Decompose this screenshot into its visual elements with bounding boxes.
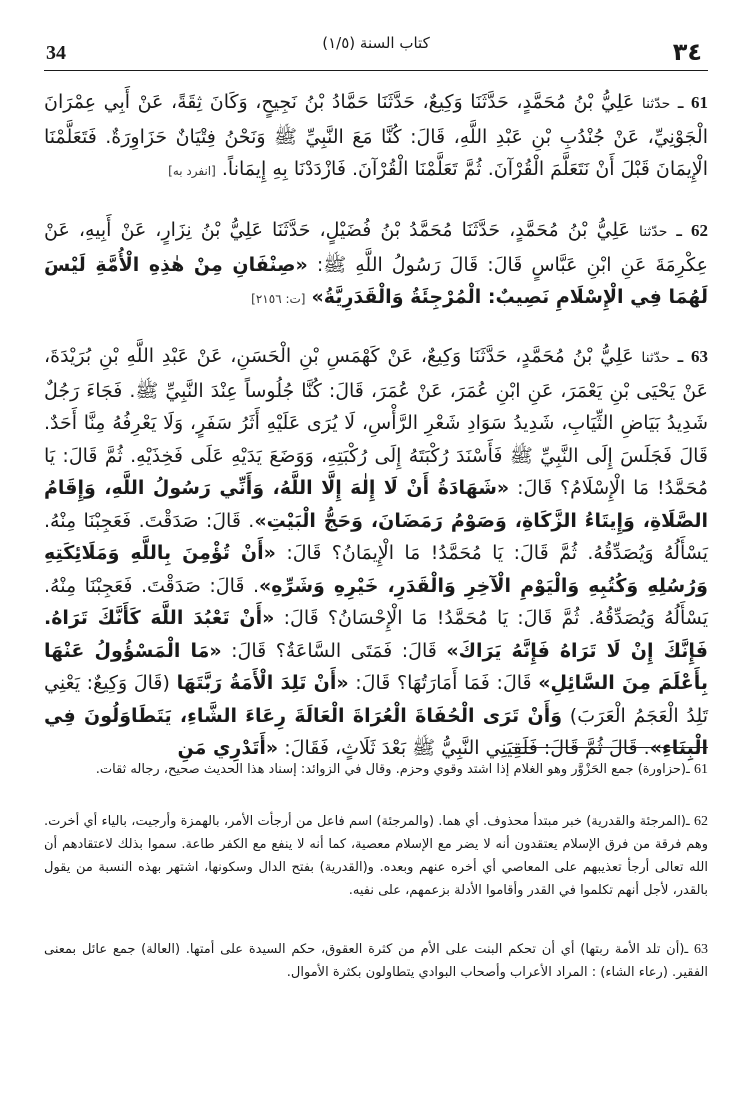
footnote-number: 62 (694, 814, 708, 829)
hadith-text: قَالَ: فَمَا أَمَارَتُهَا؟ قَالَ: (355, 672, 539, 694)
hadith-text: . قَالَ: صَدَقْتَ. فَعَجِبْنَا مِنْهُ. يَسْأَلُهُ وَيُصَدِّقُهُ. ثُمَّ قَالَ: يَا مُحَمَّدُ! مَا الْإِيمَانُ؟ قَالَ: (44, 509, 708, 564)
hadith-matn: «أَتَدْرِي مَنِ (177, 737, 279, 759)
hadith-number: 62 (690, 221, 708, 240)
hadith-text: . قَالَ: صَدَقْتَ. فَعَجِبْنَا مِنْهُ. يَسْأَلُهُ وَيُصَدِّقُهُ. ثُمَّ قَالَ: يَا مُحَمَّدُ! مَا الْإِحْسَانُ؟ قَالَ: (44, 574, 709, 629)
page-number-latin: 34 (46, 42, 66, 64)
hadith-62: 62 ـ حدّثنا عَلِيُّ بْنُ مُحَمَّدٍ، حَدَّثَنَا مُحَمَّدُ بْنُ فُضَيْلٍ، حَدَّثَنَا عَلِيُّ بْنُ نِزَارٍ، عَنْ أَبِيهِ، عَنْ عِكْرِمَةَ عَنِ ابْنِ عَبَّاسٍ قَالَ: قَالَ رَسُولُ اللَّهِ ﷺ: «صِنْفَانِ مِنْ هٰذِهِ الْأُمَّةِ لَيْسَ لَهُمَا فِي الْإِسْلَامِ نَصِيبٌ: الْمُرْجِئَةُ وَالْقَدَرِيَّةُ» [ت: ٢١٥٦] (44, 219, 709, 308)
footnote-rule (512, 747, 708, 748)
page-number-arabic: ٣٤ (672, 38, 702, 66)
book-title: (١/٥) كتاب السنة (322, 34, 430, 52)
hadith-text: عَلِيُّ بْنُ مُحَمَّدٍ، حَدَّثَنَا وَكِيعٌ، عَنْ كَهْمَسِ بْنِ الْحَسَنِ، عَنْ عَبْدِ اللَّهِ بْنِ بُرَيْدَةَ، عَنْ يَحْيَى بْنِ يَعْمَرَ، عَنِ ابْنِ عُمَرَ، عَنْ عُمَرَ، قَالَ: كُنَّا جُلُوساً عِنْدَ النَّبِيِّ ﷺ. فَجَاءَ رَجُلٌ شَدِيدُ بَيَاضِ الثِّيَابِ، شَدِيدُ سَوَادِ شَعْرِ الرَّأْسِ، لَا يُرَى عَلَيْهِ أَثَرُ سَفَرٍ، وَلَا يَعْرِفُهُ مِنَّا أَحَدٌ. قَالَ فَجَلَسَ إِلَى النَّبِيِّ ﷺ فَأَسْنَدَ رُكْبَتَهُ إِلَى رُكْبَتِهِ، وَوَضَعَ يَدَيْهِ عَلَى فَخِذَيْهِ. ثُمَّ قَالَ: يَا مُحَمَّدُ! مَا الْإِسْلَامُ؟ قَالَ: (44, 345, 709, 499)
footnote-text: ـ(المرجئة والقدرية) خبر مبتدأ محذوف. أي هما. (والمرجئة) اسم فاعل من أرجأت الأمر، بالهمزة وأرجيت، بالياء أي أخرت. وهم فرقة من فرق الإسلام يعتقدون أنه لا يضر مع الإسلام معصية، كما أنه لا ينفع مع الكفر طاعة. سموا بذلك لاعتقادهم أن الله تعالى أرجأ تعذيبهم على المعاصي أي أخره عنهم وبعده. و(القدرية) بفتح الدال وسكونها، اشتهر بهذه النسبة من يقول بالقدر، لأجل أنهم تكلموا في القدر وأقاموا الأدلة بزعمهم، على نفيه. (44, 814, 708, 898)
haddathana-glyph: حدّثنا (641, 96, 671, 112)
footnote-61 (44, 758, 708, 781)
footnote-63 (44, 938, 708, 984)
hadith-63: 63 ـ حدّثنا عَلِيُّ بْنُ مُحَمَّدٍ، حَدَّثَنَا وَكِيعٌ، عَنْ كَهْمَسِ بْنِ الْحَسَنِ، عَنْ عَبْدِ اللَّهِ بْنِ بُرَيْدَةَ، عَنْ يَحْيَى بْنِ يَعْمَرَ، عَنِ ابْنِ عُمَرَ، عَنْ عُمَرَ، قَالَ: كُنَّا جُلُوساً عِنْدَ النَّبِيِّ ﷺ. فَجَاءَ رَجُلٌ شَدِيدُ بَيَاضِ الثِّيَابِ، شَدِيدُ سَوَادِ شَعْرِ الرَّأْسِ، لَا يُرَى عَلَيْهِ أَثَرُ سَفَرٍ، وَلَا يَعْرِفُهُ مِنَّا أَحَدٌ. قَالَ فَجَلَسَ إِلَى النَّبِيِّ ﷺ فَأَسْنَدَ رُكْبَتَهُ إِلَى رُكْبَتِهِ، وَوَضَعَ يَدَيْهِ عَلَى فَخِذَيْهِ. ثُمَّ قَالَ: يَا مُحَمَّدُ! مَا الْإِسْلَامُ؟ قَالَ: «شَهَادَةُ أَنْ لَا إِلٰهَ إِلَّا اللَّهُ، وَأَنِّي رَسُولُ اللَّهِ، وَإِقَامُ الصَّلَاةِ، وَإِيتَاءُ الزَّكَاةِ، وَصَوْمُ رَمَضَانَ، وَحَجُّ الْبَيْتِ». قَالَ: صَدَقْتَ. فَعَجِبْنَا مِنْهُ. يَسْأَلُهُ وَيُصَدِّقُهُ. ثُمَّ قَالَ: يَا مُحَمَّدُ! مَا الْإِيمَانُ؟ قَالَ: «أَنْ تُؤْمِنَ بِاللَّهِ وَمَلَائِكَتِهِ وَرُسُلِهِ وَكُتُبِهِ وَالْيَوْمِ الْآخِرِ وَالْقَدَرِ، خَيْرِهِ وَشَرِّهِ». قَالَ: صَدَقْتَ. فَعَجِبْنَا مِنْهُ. يَسْأَلُهُ وَيُصَدِّقُهُ. ثُمَّ قَالَ: يَا مُحَمَّدُ! مَا الْإِحْسَانُ؟ قَالَ: «أَنْ تَعْبُدَ اللَّهَ كَأَنَّكَ تَرَاهُ. فَإِنَّكَ إِنْ لَا تَرَاهُ فَإِنَّهُ يَرَاكَ» قَالَ: فَمَتَى السَّاعَةُ؟ قَالَ: «مَا الْمَسْؤُولُ عَنْهَا بِأَعْلَمَ مِنَ السَّائِلِ» قَالَ: فَمَا أَمَارَتُهَا؟ قَالَ: «أَنْ تَلِدَ الْأَمَةُ رَبَّتَهَا (قَالَ وَكِيعٌ: يَعْنِي تَلِدُ الْعَجَمُ الْعَرَبَ) وَأَنْ تَرَى الْحُفَاةَ الْعُرَاةَ الْعَالَةَ رِعَاءَ الشَّاءِ، يَتَطَاوَلُونَ فِي الْبِنَاءِ». قَالَ ثُمَّ قَالَ: فَلَقِيَنِي النَّبِيُّ ﷺ بَعْدَ ثَلَاثٍ، فَقَالَ: «أَتَدْرِي مَنِ (44, 345, 709, 759)
haddathana-glyph: حدّثنا (638, 224, 668, 240)
haddathana-glyph: حدّثنا (641, 350, 670, 366)
hadith-note: [ت: ٢١٥٦] (251, 292, 306, 306)
hadith-matn: «أَنْ تُؤْمِنَ بِاللَّهِ وَمَلَائِكَتِهِ وَرُسُلِهِ وَكُتُبِهِ وَالْيَوْمِ الْآخِرِ وَالْقَدَرِ، خَيْرِهِ وَشَرِّهِ» (44, 542, 708, 597)
hadith-text: قَالَ: فَمَتَى السَّاعَةُ؟ قَالَ: (231, 639, 447, 662)
hadith-matn: «أَنْ تَعْبُدَ اللَّهَ كَأَنَّكَ تَرَاهُ. فَإِنَّكَ إِنْ لَا تَرَاهُ فَإِنَّهُ يَرَاكَ» (44, 607, 709, 662)
hadith-matn: «شَهَادَةُ أَنْ لَا إِلٰهَ إِلَّا اللَّهُ، وَأَنِّي رَسُولُ اللَّهِ، وَإِقَامُ الصَّلَاةِ، وَإِيتَاءُ الزَّكَاةِ، وَصَوْمُ رَمَضَانَ، وَحَجُّ الْبَيْتِ» (44, 477, 708, 532)
hadith-text: (قَالَ وَكِيعٌ: يَعْنِي تَلِدُ الْعَجَمُ الْعَرَبَ) (44, 672, 708, 727)
book-page (44, 0, 708, 1094)
header-rule (44, 70, 708, 71)
hadith-text: . قَالَ ثُمَّ قَالَ: فَلَقِيَنِي النَّبِيُّ ﷺ بَعْدَ ثَلَاثٍ، فَقَالَ: (284, 737, 650, 759)
footnote-number: 61 (694, 762, 708, 777)
hadith-matn: «مَا الْمَسْؤُولُ عَنْهَا بِأَعْلَمَ مِنَ السَّائِلِ» (44, 639, 709, 694)
hadith-matn: «صِنْفَانِ مِنْ هٰذِهِ الْأُمَّةِ لَيْسَ لَهُمَا فِي الْإِسْلَامِ نَصِيبٌ: الْمُرْجِئَةُ وَالْقَدَرِيَّةُ» (44, 253, 708, 308)
page-header (44, 30, 708, 74)
hadith-61: 61 ـ حدّثنا عَلِيُّ بْنُ مُحَمَّدٍ، حَدَّثَنَا وَكِيعٌ، حَدَّثَنَا حَمَّادُ بْنُ نَجِيحٍ، وَكَانَ ثِقَةً، عَنْ أَبِي عِمْرَانَ الْجَوْنِيِّ، عَنْ جُنْدُبِ بْنِ عَبْدِ اللَّهِ، قَالَ: كُنَّا مَعَ النَّبِيِّ ﷺ وَنَحْنُ فِتْيَانٌ حَزَاوِرَةٌ. فَتَعَلَّمْنَا الْإِيمَانَ قَبْلَ أَنْ نَتَعَلَّمَ الْقُرْآنَ. ثُمَّ تَعَلَّمْنَا الْقُرْآنَ. فَازْدَدْنَا بِهِ إِيمَاناً. [انفرد به] (44, 91, 708, 180)
hadith-number: 61 (690, 93, 708, 112)
footnote-62 (44, 810, 708, 902)
footnote-number: 63 (694, 942, 708, 957)
footnote-text: ـ(حزاورة) جمع الحَزْوَّر وهو الغلام إذا اشتد وقوي وحزم. وقال في الزوائد: إسناد هذا الحديث صحيح، رجاله ثقات. (95, 762, 690, 777)
hadith-number: 63 (690, 347, 708, 366)
hadith-matn: وَأَنْ تَرَى الْحُفَاةَ الْعُرَاةَ الْعَالَةَ رِعَاءَ الشَّاءِ، يَتَطَاوَلُونَ فِي الْبِنَاءِ» (44, 704, 708, 759)
hadith-note: [انفرد به] (168, 164, 216, 178)
hadith-matn: «أَنْ تَلِدَ الْأَمَةُ رَبَّتَهَا (176, 672, 349, 694)
footnote-text: ـ(أن تلد الأمة ربتها) أي أن تحكم البنت على الأم من كثرة العقوق، حكم السيدة على أمتها. (العالة) جمع عائل بمعنى الفقير. (رعاء الشاء) : المراد الأعراب وأصحاب البوادي يتطاولون بكثرة الأموال. (44, 942, 708, 980)
hadith-text: عَلِيُّ بْنُ مُحَمَّدٍ، حَدَّثَنَا وَكِيعٌ، حَدَّثَنَا حَمَّادُ بْنُ نَجِيحٍ، وَكَانَ ثِقَةً، عَنْ أَبِي عِمْرَانَ الْجَوْنِيِّ، عَنْ جُنْدُبِ بْنِ عَبْدِ اللَّهِ، قَالَ: كُنَّا مَعَ النَّبِيِّ ﷺ وَنَحْنُ فِتْيَانٌ حَزَاوِرَةٌ. فَتَعَلَّمْنَا الْإِيمَانَ قَبْلَ أَنْ نَتَعَلَّمَ الْقُرْآنَ. ثُمَّ تَعَلَّمْنَا الْقُرْآنَ. فَازْدَدْنَا بِهِ إِيمَاناً. (44, 91, 708, 180)
hadith-text: عَلِيُّ بْنُ مُحَمَّدٍ، حَدَّثَنَا مُحَمَّدُ بْنُ فُضَيْلٍ، حَدَّثَنَا عَلِيُّ بْنُ نِزَارٍ، عَنْ أَبِيهِ، عَنْ عِكْرِمَةَ عَنِ ابْنِ عَبَّاسٍ قَالَ: قَالَ رَسُولُ اللَّهِ ﷺ: (44, 219, 709, 276)
